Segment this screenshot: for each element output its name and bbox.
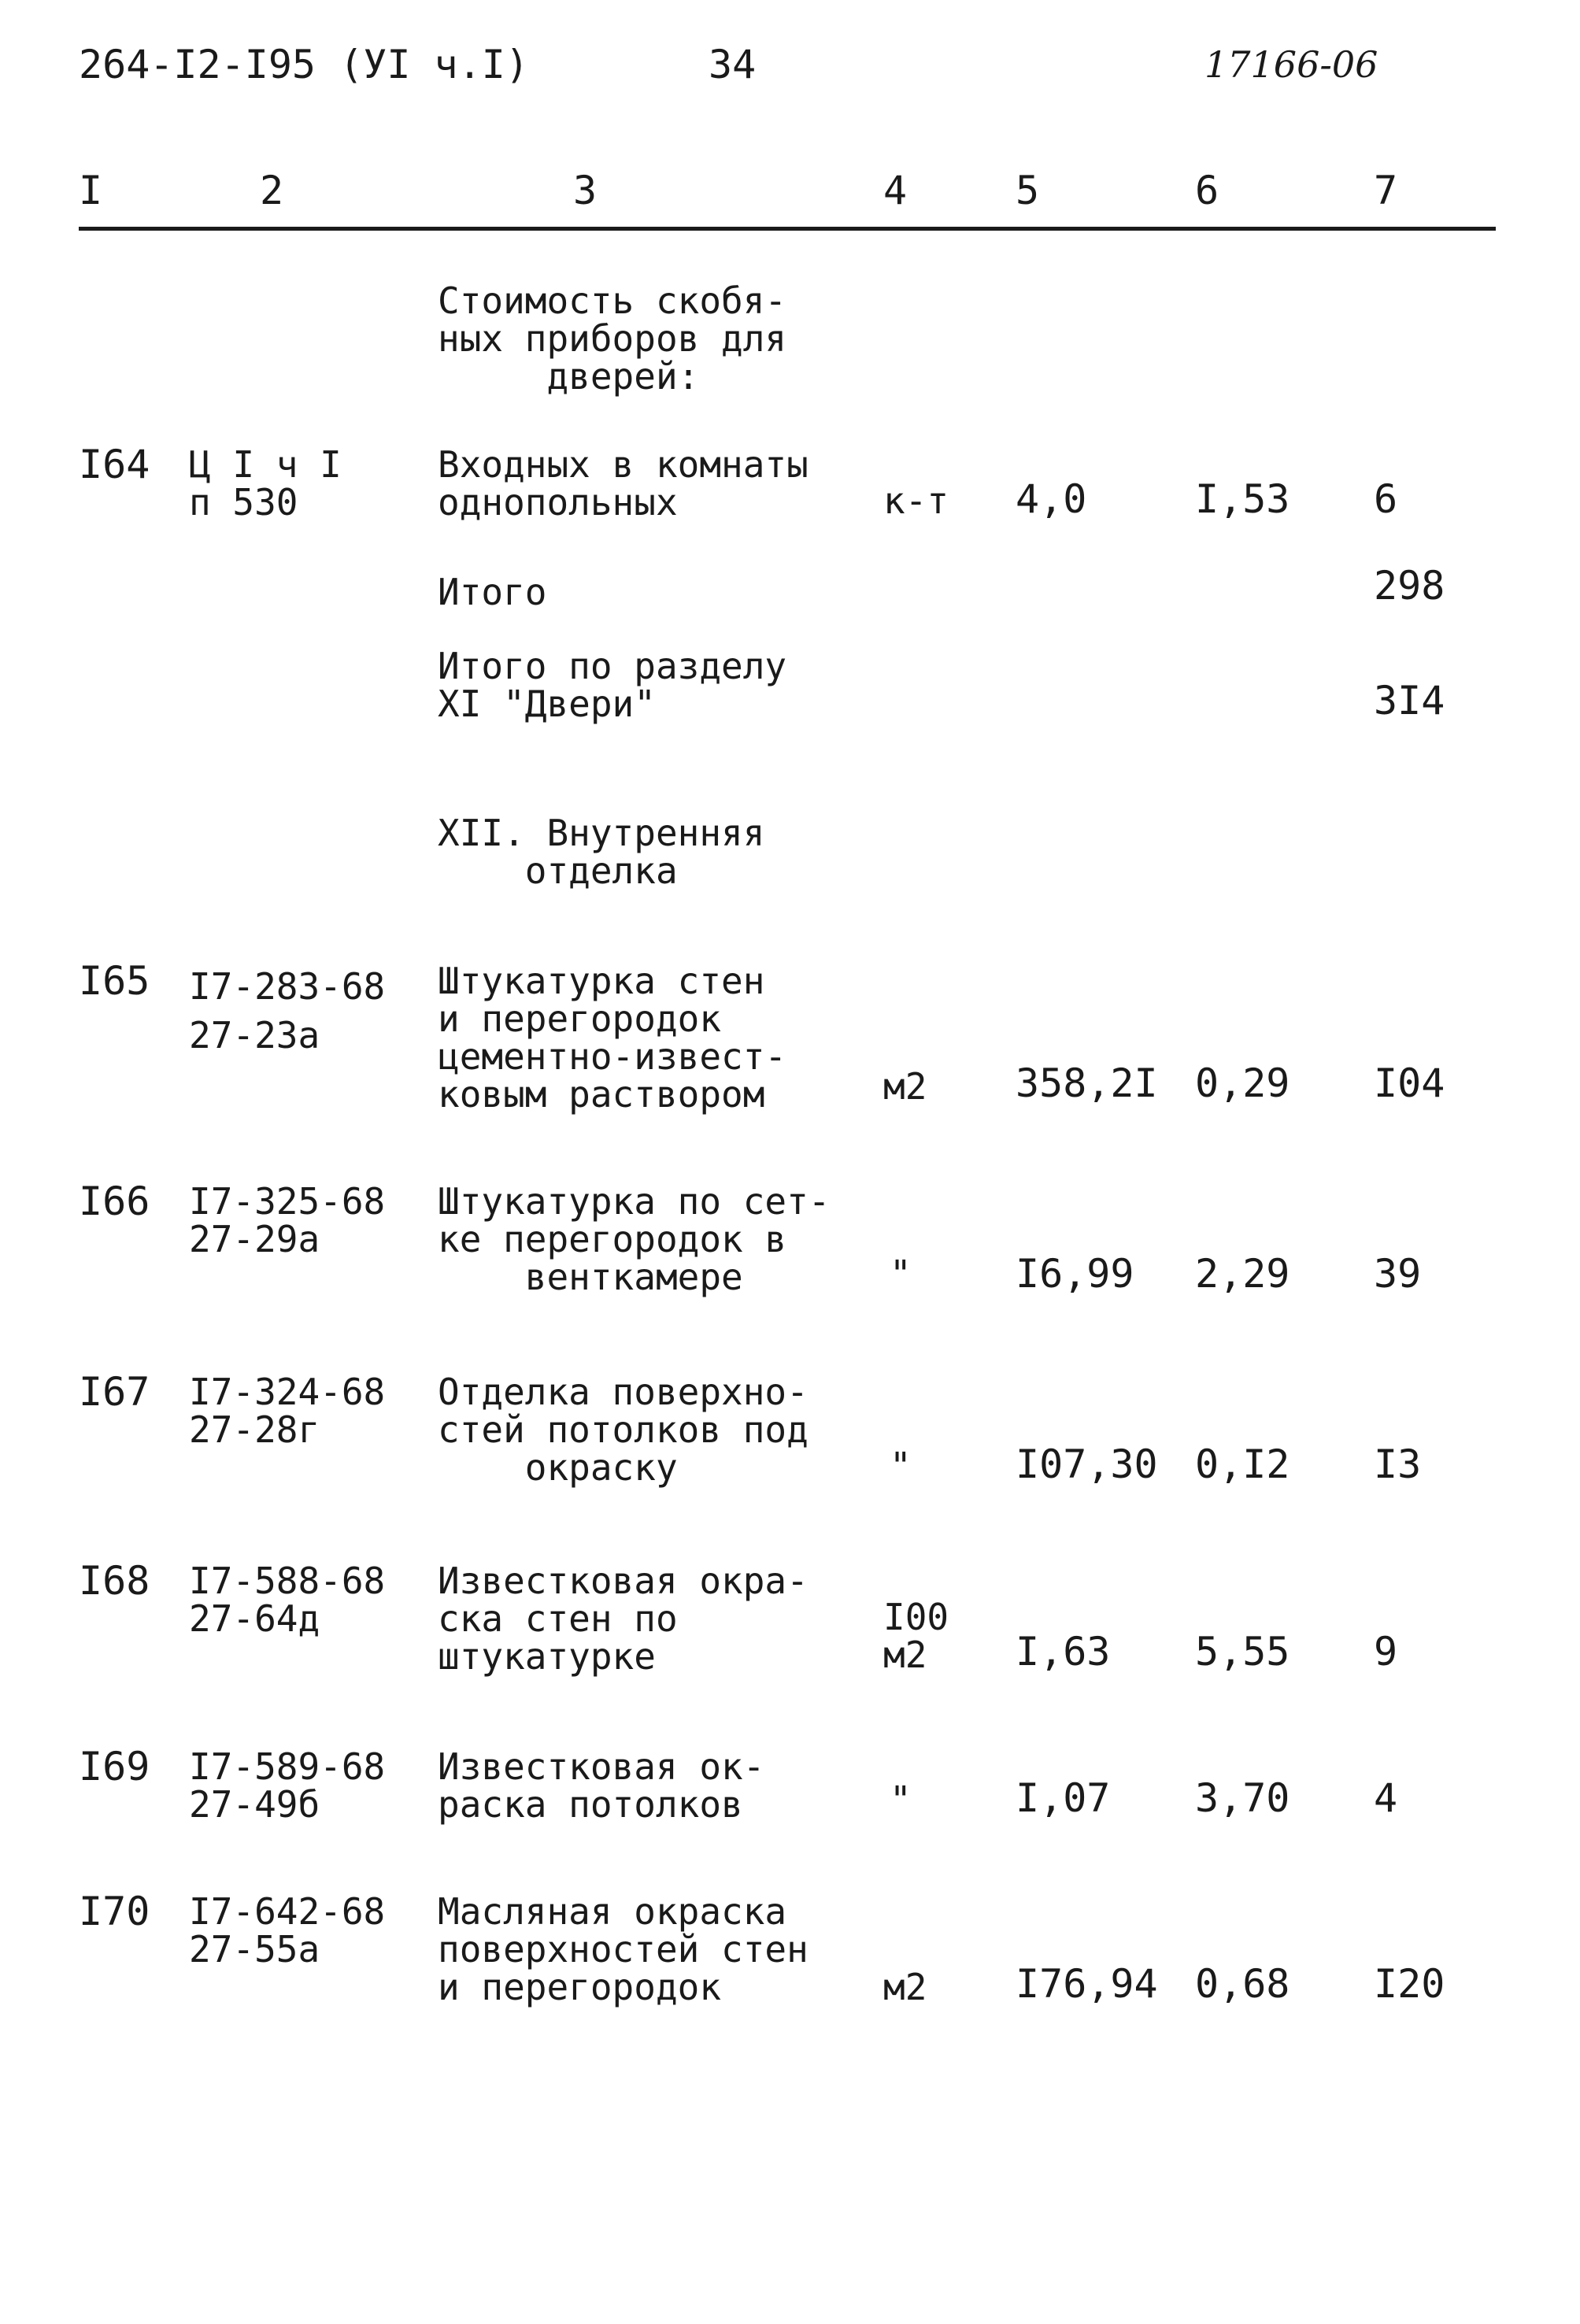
row-169-price: 3,70 xyxy=(1195,1775,1290,1821)
page-number: 34 xyxy=(709,42,757,87)
row-168-price: 5,55 xyxy=(1195,1629,1290,1675)
row-170-number: I70 xyxy=(79,1889,150,1934)
column-number-1: I xyxy=(79,168,103,213)
row-166-unit-ditto: " xyxy=(890,1253,912,1295)
row-169-description: Известковая ок- раска потолков xyxy=(438,1745,765,1826)
row-166-description: Штукатурка по сет- ке перегородок в венткамере xyxy=(438,1180,831,1298)
row-165-total: I04 xyxy=(1374,1060,1445,1106)
row-167-quantity: I07,30 xyxy=(1016,1441,1158,1487)
row-165-unit: м2 xyxy=(883,1065,927,1108)
row-167-unit-ditto: " xyxy=(890,1445,912,1487)
column-number-7: 7 xyxy=(1374,168,1398,213)
row-170-total: I20 xyxy=(1374,1961,1445,2007)
row-165-quantity: 358,2I xyxy=(1016,1060,1158,1106)
row-168-unit: I00 м2 xyxy=(883,1596,949,1676)
row-166-number: I66 xyxy=(79,1179,150,1224)
column-number-2: 2 xyxy=(260,168,284,213)
column-number-5: 5 xyxy=(1016,168,1040,213)
header-rule xyxy=(79,227,1496,231)
section-intro-text: Стоимость скобя- ных приборов для дверей: xyxy=(438,279,787,398)
column-number-4: 4 xyxy=(883,168,908,213)
row-168-number: I68 xyxy=(79,1558,150,1604)
row-168-description: Известковая окра- ска стен по штукатурке xyxy=(438,1560,809,1678)
row-167-total: I3 xyxy=(1374,1441,1422,1487)
row-170-unit: м2 xyxy=(883,1966,927,2008)
document-code: 264-I2-I95 (УI ч.I) xyxy=(79,42,529,87)
subtotal-label: Итого xyxy=(438,571,547,613)
row-170-description: Масляная окраска поверхностей стен и перегородок xyxy=(438,1890,809,2008)
row-170-quantity: I76,94 xyxy=(1016,1961,1158,2007)
section-total-label: Итого по разделу XI "Двери" xyxy=(438,645,787,725)
row-169-unit-ditto: " xyxy=(890,1778,912,1821)
row-164-code: Ц I ч I п 530 xyxy=(189,443,342,524)
row-167-price: 0,I2 xyxy=(1195,1441,1290,1487)
column-number-6: 6 xyxy=(1195,168,1219,213)
row-170-code: I7-642-68 27-55а xyxy=(189,1890,386,1971)
row-164-number: I64 xyxy=(79,442,150,487)
row-168-code: I7-588-68 27-64д xyxy=(189,1560,386,1640)
row-164-price: I,53 xyxy=(1195,476,1290,522)
row-168-quantity: I,63 xyxy=(1016,1629,1111,1675)
row-168-total: 9 xyxy=(1374,1629,1398,1675)
row-167-code: I7-324-68 27-28г xyxy=(189,1371,386,1451)
row-170-price: 0,68 xyxy=(1195,1961,1290,2007)
row-164-quantity: 4,0 xyxy=(1016,476,1087,522)
row-169-number: I69 xyxy=(79,1744,150,1789)
section-title: XII. Внутренняя отделка xyxy=(438,812,765,892)
row-164-unit: к-т xyxy=(883,479,949,522)
row-166-quantity: I6,99 xyxy=(1016,1251,1134,1297)
row-167-description: Отделка поверхно- стей потолков под окраску xyxy=(438,1371,809,1489)
row-166-code: I7-325-68 27-29а xyxy=(189,1180,386,1260)
row-165-number: I65 xyxy=(79,958,150,1004)
row-166-total: 39 xyxy=(1374,1251,1422,1297)
row-164-total: 6 xyxy=(1374,476,1398,522)
row-169-code: I7-589-68 27-49б xyxy=(189,1745,386,1826)
row-165-description: Штукатурка стен и перегородок цементно-извест- ковым раствором xyxy=(438,960,787,1116)
row-165-price: 0,29 xyxy=(1195,1060,1290,1106)
row-167-number: I67 xyxy=(79,1369,150,1415)
subtotal-value: 298 xyxy=(1374,563,1445,609)
row-165-code: I7-283-68 27-23а xyxy=(189,965,386,1057)
row-169-quantity: I,07 xyxy=(1016,1775,1111,1821)
row-169-total: 4 xyxy=(1374,1775,1398,1821)
column-number-3: 3 xyxy=(573,168,598,213)
row-164-description: Входных в комнаты однопольных xyxy=(438,443,809,524)
section-total-value: 3I4 xyxy=(1374,678,1445,723)
archive-number: 17166-06 xyxy=(1204,43,1378,86)
row-166-price: 2,29 xyxy=(1195,1251,1290,1297)
